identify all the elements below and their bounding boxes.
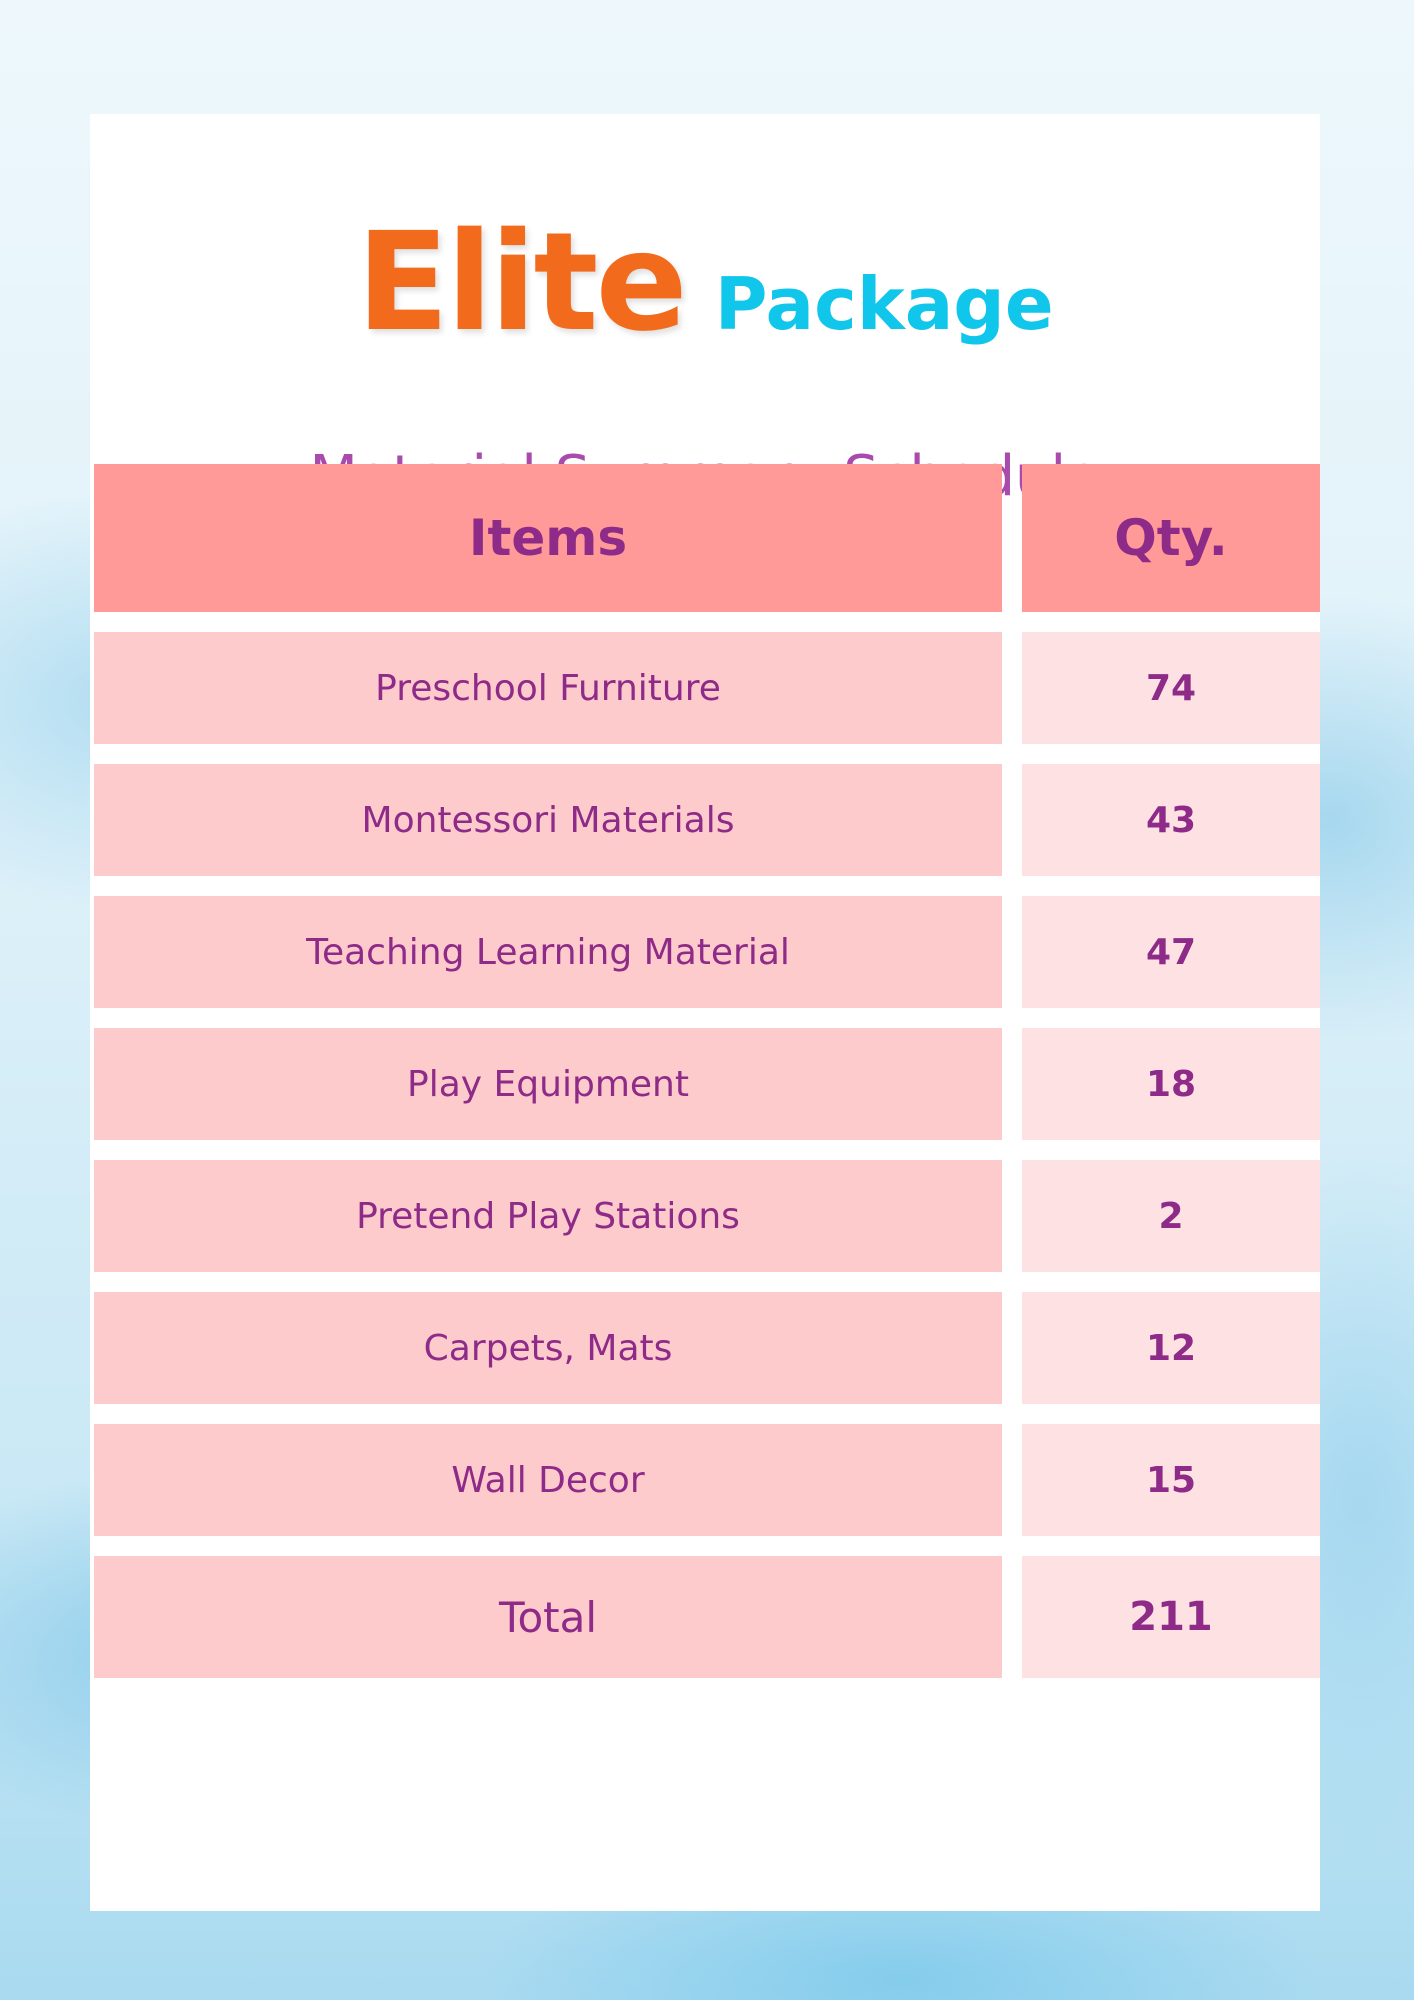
item-qty: 12 (1022, 1292, 1320, 1404)
item-name: Preschool Furniture (94, 632, 1002, 744)
item-qty: 18 (1022, 1028, 1320, 1140)
table-row (94, 896, 1320, 1008)
total-row (94, 1556, 1320, 1678)
item-name: Play Equipment (94, 1028, 1002, 1140)
table-row (94, 764, 1320, 876)
item-name: Teaching Learning Material (94, 896, 1002, 1008)
column-header-qty: Qty. (1022, 464, 1320, 612)
item-qty: 74 (1022, 632, 1320, 744)
item-name: Carpets, Mats (94, 1292, 1002, 1404)
item-qty: 2 (1022, 1160, 1320, 1272)
table-row (94, 1424, 1320, 1536)
title-sub: Package (714, 262, 1054, 346)
total-label: Total (94, 1556, 1002, 1678)
title-main: Elite (356, 204, 685, 362)
page-title (90, 154, 1320, 362)
item-qty: 43 (1022, 764, 1320, 876)
total-qty: 211 (1022, 1556, 1320, 1678)
item-name: Pretend Play Stations (94, 1160, 1002, 1272)
table-header (94, 464, 1320, 612)
column-header-items: Items (94, 464, 1002, 612)
table-row (94, 1292, 1320, 1404)
table-row (94, 632, 1320, 744)
item-qty: 47 (1022, 896, 1320, 1008)
item-name: Wall Decor (94, 1424, 1002, 1536)
item-name: Montessori Materials (94, 764, 1002, 876)
table-row (94, 1028, 1320, 1140)
table-row (94, 1160, 1320, 1272)
item-qty: 15 (1022, 1424, 1320, 1536)
